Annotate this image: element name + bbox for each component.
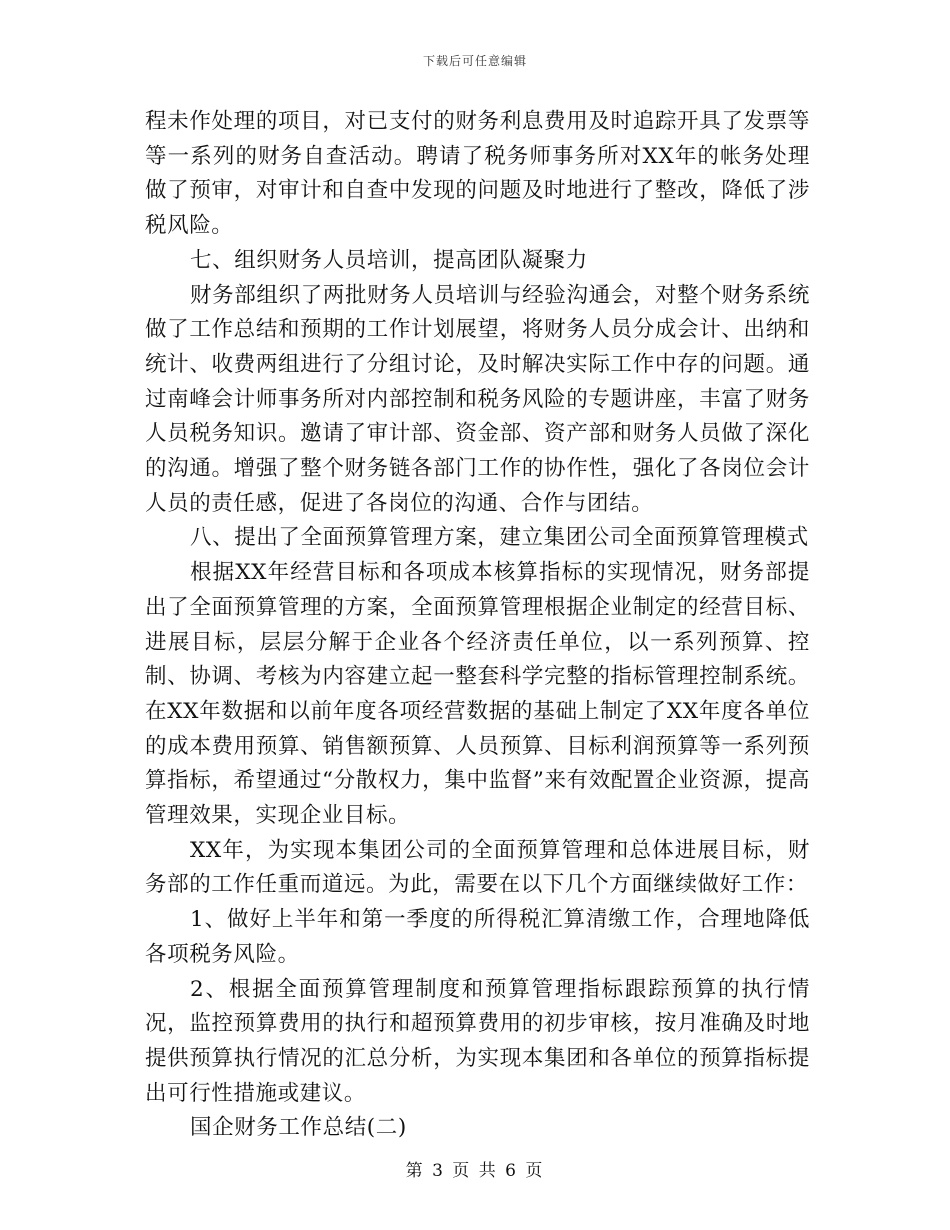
section-heading: 七、组织财务人员培训，提高团队凝聚力 (190, 247, 588, 273)
next-section-title: 国企财务工作总结(二) (190, 1115, 407, 1141)
paragraph: XX年，为实现本集团公司的全面预算管理和总体进展目标，财务部的工作任重而道远。为此，需要在以下几个方面继续做好工作： (145, 837, 810, 898)
page-footer: 第 3 页 共 6 页 (405, 1161, 545, 1181)
paragraph: 财务部组织了两批财务人员培训与经验沟通会，对整个财务系统做了工作总结和预期的工作计划展望，将财务人员分成会计、出纳和统计、收费两组进行了分组讨论，及时解决实际工作中存的问题。通过南峰会计师事务所对内部控制和税务风险的专题讲座，丰富了财务人员税务知识。邀请了审计部、资金部、资产部和财务人员做了深化的沟通。增强了整个财务链各部门工作的协作性，强化了各岗位会计人员的责任感，促进了各岗位的沟通、合作与团结。 (145, 282, 810, 516)
page-header: 下载后可任意编辑 (422, 54, 527, 68)
list-item: 1、做好上半年和第一季度的所得税汇算清缴工作，合理地降低各项税务风险。 (145, 907, 810, 967)
list-item: 2、根据全面预算管理制度和预算管理指标跟踪预算的执行情况，监控预算费用的执行和超预算费用的初步审核，按月准确及时地提供预算执行情况的汇总分析，为实现本集团和各单位的预算指标提出可行性措施或建议。 (145, 976, 810, 1106)
section-heading: 八、提出了全面预算管理方案，建立集团公司全面预算管理模式 (190, 525, 809, 551)
paragraph: 根据XX年经营目标和各项成本核算指标的实现情况，财务部提出了全面预算管理的方案，全面预算管理根据企业制定的经营目标、进展目标，层层分解于企业各个经济责任单位，以一系列预算、控制、协调、考核为内容建立起一整套科学完整的指标管理控制系统。在XX年数据和以前年度各项经营数据的基础上制定了XX年度各单位的成本费用预算、销售额预算、人员预算、目标利润预算等一系列预算指标，希望通过“分散权力，集中监督”来有效配置企业资源，提高管理效果，实现企业目标。 (145, 560, 810, 829)
document-body (145, 105, 810, 1146)
paragraph: 程未作处理的项目，对已支付的财务利息费用及时追踪开具了发票等等一系列的财务自查活动。聘请了税务师事务所对XX年的帐务处理做了预审，对审计和自查中发现的问题及时地进行了整改，降低了涉税风险。 (145, 109, 810, 239)
